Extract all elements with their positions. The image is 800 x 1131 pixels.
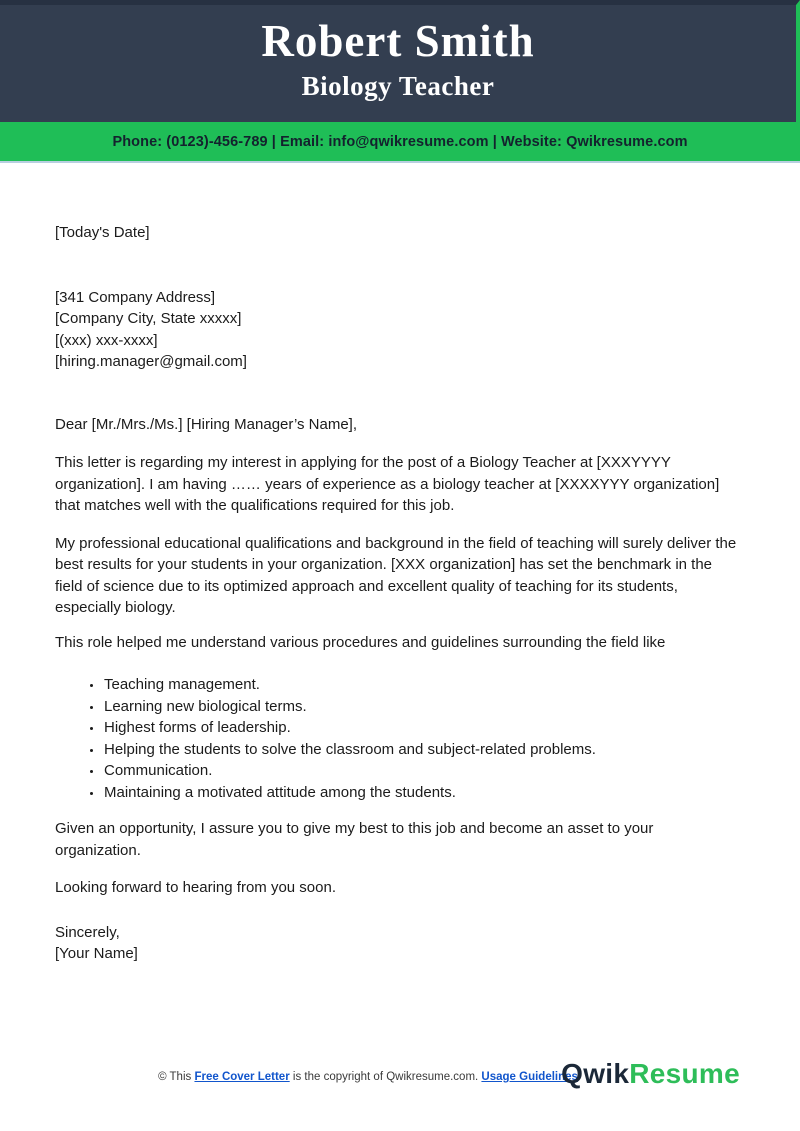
letter-date: [Today's Date] (55, 224, 150, 241)
address-line: [Company City, State xxxxx] (55, 310, 242, 327)
contact-line: Phone: (0123)-456-789 | Email: info@qwikresume.com | Website: Qwikresume.com (112, 133, 688, 150)
signature-placeholder: [Your Name] (55, 945, 138, 962)
logo-part-resume: Resume (629, 1058, 740, 1089)
logo-part-qwik: Qwik (561, 1058, 630, 1089)
paragraph-2: My professional educational qualifications and background in the field of teaching will surely deliver the best results for your students in your organization. [XXX organization] has set the benchmark in the field of science due to its optimized approach and excellent quality of teaching for its students, especially biology. (55, 534, 737, 616)
closing-paragraph-2: Looking forward to hearing from you soon. (55, 879, 336, 896)
person-job-title: Biology Teacher (301, 70, 495, 101)
free-cover-letter-link[interactable]: Free Cover Letter (194, 1071, 290, 1083)
list-item: • Communication. (103, 760, 742, 782)
contact-bar (0, 122, 800, 163)
usage-guidelines-link[interactable]: Usage Guidelines (481, 1071, 578, 1083)
paragraph-3: This role helped me understand various procedures and guidelines surrounding the field like (55, 633, 666, 651)
header-banner (0, 0, 800, 122)
person-name: Robert Smith (261, 16, 535, 66)
list-item: • Maintaining a motivated attitude among the students. (103, 782, 742, 804)
list-item: • Teaching management. (103, 674, 742, 696)
footer-text-middle: is the copyright of Qwikresume.com. (289, 1071, 482, 1083)
qwikresume-logo[interactable] (561, 1060, 740, 1088)
recipient-address-block (55, 287, 742, 373)
signoff-block (55, 922, 742, 965)
address-line: [(xxx) xxx-xxxx] (55, 331, 158, 349)
letter-body (0, 222, 800, 965)
address-line: [hiring.manager@gmail.com] (55, 353, 247, 370)
salutation: Dear [Mr./Mrs./Ms.] [Hiring Manager’s Name], (55, 415, 358, 433)
closing-paragraph-1: Given an opportunity, I assure you to give my best to this job and become an asset to your organization. (55, 820, 654, 859)
signoff: Sincerely, (55, 923, 120, 941)
paragraph-1: This letter is regarding my interest in applying for the post of a Biology Teacher at [XXXYYYY organization]. I am having …… years of experience as a biology teacher at [XXXXYYY organization] that matches well with the qualifications required for this job. (55, 454, 720, 514)
skills-bullet-list (55, 674, 742, 803)
list-item: • Highest forms of leadership. (103, 717, 742, 739)
footer-text-prefix: © This (158, 1071, 195, 1083)
list-item: • Helping the students to solve the classroom and subject-related problems. (103, 739, 742, 761)
list-item: • Learning new biological terms. (103, 696, 742, 718)
address-line: [341 Company Address] (55, 288, 216, 306)
